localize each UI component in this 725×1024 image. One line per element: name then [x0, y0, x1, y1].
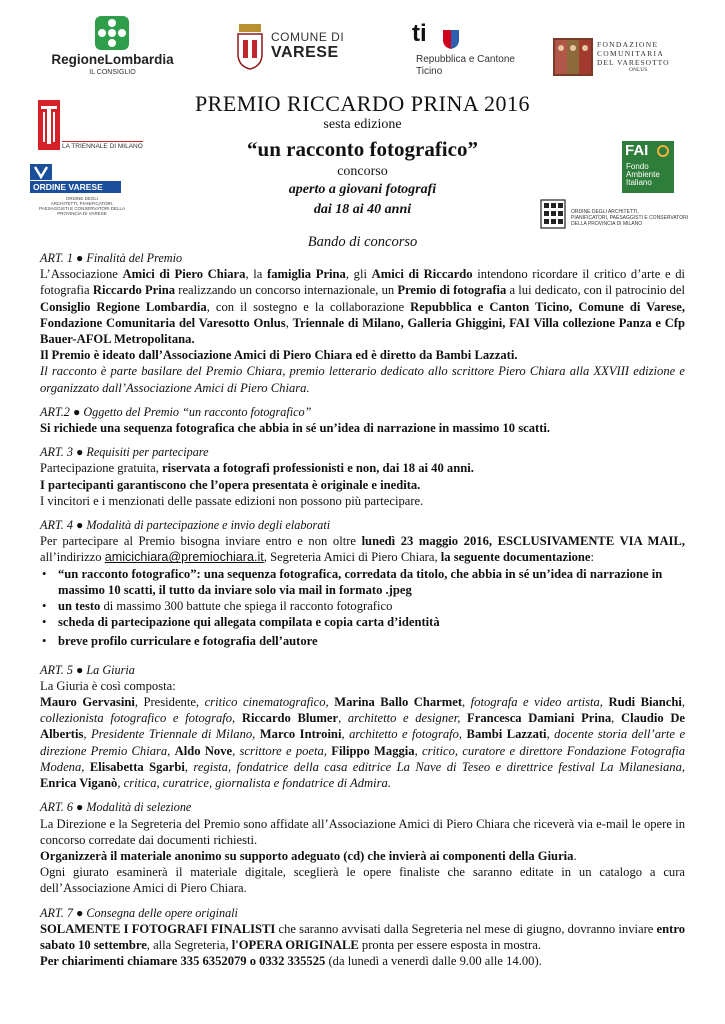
art6-p3: Ogni giurato esaminerà il materiale digitale, sceglierà le opere finaliste che saranno editate in un catalogo a cura dell’Associazione Amici di Piero Chiara.	[40, 865, 685, 896]
concorso: concorso	[337, 164, 388, 179]
jury-member-role: collezionista fotografico e fotografo,	[40, 711, 236, 726]
jury-member-role: Presidente Triennale di Milano,	[90, 727, 256, 742]
logo-triennale	[38, 100, 148, 152]
triennale-name: LA TRIENNALE DI MILANO	[62, 143, 143, 150]
logo-fai	[622, 141, 674, 193]
art7-p2: Per chiarimenti chiamare 335 6352079 o 0332 335525 (da lunedì a venerdì dalle 9.00 alle 14.00).	[40, 954, 542, 969]
art7-p1: SOLAMENTE I FOTOGRAFI FINALISTI che saranno avvisati dalla Segreteria nel mese di giugno, dovranno inviare entro sabato 10 settembre, alla Segreteria, l'OPERA ORIGINALE pronta per essere esposta in mostra.	[40, 921, 685, 952]
ordine-varese-name: ORDINE VARESE	[30, 181, 121, 193]
jury-member-name: Riccardo Blumer	[241, 711, 339, 726]
ordine-varese-small2: ARCHITETTI, PIANIFICATORI,	[50, 201, 114, 206]
ticino-line2: Ticino	[416, 66, 443, 77]
jury-member-role: scrittore e poeta,	[239, 743, 327, 758]
ticino-mark: ti	[412, 20, 427, 47]
fai-mark: FAI	[625, 142, 649, 159]
edition: sesta edizione	[323, 117, 402, 132]
art6-p1: La Direzione e la Segreteria del Premio sono affidate all’Associazione Amici di Piero Chiara che riceverà via e-mail le opere in concorso corredate dai documenti richiesti.	[40, 816, 685, 847]
lombardia-name: RegioneLombardia	[51, 52, 174, 67]
jury-member-role: architetto e fotografo,	[349, 727, 463, 742]
jury-member-name: Elisabetta Sgarbi	[89, 759, 185, 774]
ticino-line1: Repubblica e Cantone	[416, 54, 515, 65]
jury-member-role: regista, fondatrice della casa editrice La Nave di Teseo e direttrice festival La Milanesiana,	[193, 759, 686, 774]
ordine-varese-small1: ORDINE DEGLI	[65, 196, 99, 201]
fondazione-line3: DEL VARESOTTO	[597, 58, 670, 67]
art5-heading: ART. 5 ● La Giuria	[40, 662, 135, 677]
ordine-varese-v-icon	[30, 164, 52, 180]
jury-member-name: Bambi Lazzati	[466, 727, 547, 742]
list-item: • “un racconto fotografico”: una sequenza fotografica, corredata da titolo, che abbia in sé un’idea di narrazione in massimo 10 scatti, il tutto da inviare solo via mail in formato .jpeg	[40, 566, 685, 598]
jury-member-role: fotografa e video artista,	[470, 695, 603, 710]
fai-line1: Fondo	[626, 162, 649, 171]
logo-regione-lombardia	[45, 14, 180, 80]
jury-member-name: Aldo Nove	[174, 743, 233, 758]
list-item: • breve profilo curriculare e fotografia dell’autore	[40, 633, 685, 649]
logo-canton-ticino	[412, 20, 532, 80]
aperto: aperto a giovani fotografi	[288, 182, 437, 197]
jury-member-role: architetto e designer,	[347, 711, 461, 726]
jury-member-role: critico cinematografico,	[204, 695, 329, 710]
bando: Bando di concorso	[307, 234, 418, 250]
fai-line3: Italiano	[626, 178, 652, 187]
art4-p1: Per partecipare al Premio bisogna inviare entro e non oltre lunedì 23 maggio 2016, ESCLUSIVAMENTE VIA MAIL, all’indirizzo amicichiara@premiochiara.it, Segreteria Amici di Piero Chiara, la seguente documentazione:	[40, 534, 685, 565]
jury-member-name: Marco Introini	[259, 727, 342, 742]
logo-fondazione-comunitaria	[553, 38, 693, 78]
eta: dai 18 ai 40 anni	[313, 202, 412, 217]
art5-intro: La Giuria è così composta:	[40, 678, 176, 693]
art3-p1: Partecipazione gratuita, riservata a fotografi professionisti e non, dai 18 ai 40 anni.	[40, 461, 474, 476]
lombardia-cross-icon	[95, 16, 129, 50]
art3-p2: I partecipanti garantiscono che l’opera presentata è originale e inedita.	[40, 477, 421, 492]
varese-crest-icon	[235, 22, 265, 70]
varese-line1: COMUNE DI	[271, 30, 345, 44]
jury-member-role: critica, curatrice, giornalista e fondatrice di Admira.	[123, 776, 391, 791]
jury-member-name: Enrica Viganò	[40, 776, 118, 791]
art3-p3: I vincitori e i menzionati delle passate edizioni non possono più partecipare.	[40, 493, 424, 508]
art1-p3: Il racconto è parte basilare del Premio Chiara, premio letterario dedicato allo scrittore Piero Chiara alla XXVIII edizione e organizzato dall’Associazione Amici di Piero Chiara.	[40, 364, 685, 395]
jury-member-name: Marina Ballo Charmet	[334, 695, 463, 710]
jury-member-role: docente storia dell’arte e direzione Premio Chiara	[40, 727, 686, 758]
ordine-milano-line2: PIANIFICATORI, PAESAGGISTI E CONSERVATORI	[571, 215, 689, 221]
art6-heading: ART. 6 ● Modalità di selezione	[40, 800, 192, 815]
art1-heading: ART. 1 ● Finalità del Premio	[40, 251, 183, 265]
list-item: • scheda di partecipazione qui allegata compilata e copia carta d’identità	[40, 614, 685, 630]
triennale-mark-icon	[38, 100, 60, 150]
jury-member-name: Rudi Bianchi	[608, 695, 682, 710]
subtitle: “un racconto fotografico”	[247, 137, 478, 161]
jury-member-role: critico, curatore e direttore Fondazione Fotografia Modena	[40, 743, 686, 774]
logo-comune-varese	[235, 22, 355, 72]
jury-list: Mauro Gervasini, Presidente, critico cinematografico, Marina Ballo Charmet, fotografa e video artista, Rudi Bianchi, collezionista fotografico e fotografo, Riccardo Blumer, architetto e designer, Francesca Damiani Prina, Claudio De Albertis, Presidente Triennale di Milano, Marco Introini, architetto e fotografo, Bambi Lazzati, docente storia dell’arte e direzione Premio Chiara, Aldo Nove, scrittore e poeta, Filippo Maggia, critico, curatore e direttore Fondazione Fotografia Modena, Elisabetta Sgarbi, regista, fondatrice della casa editrice La Nave di Teseo e direttrice festival La Milanesiana, Enrica Viganò, critica, curatrice, giornalista e fondatrice di Admira.	[40, 695, 686, 791]
fai-line2: Ambiente	[626, 170, 660, 179]
logo-ordine-varese	[30, 164, 140, 220]
art2-heading: ART.2 ● Oggetto del Premio “un racconto fotografico”	[40, 404, 312, 419]
ordine-varese-small4: PROVINCIA DI VARESE	[57, 211, 107, 216]
art1-p2: Il Premio è ideato dall’Associazione Amici di Piero Chiara ed è diretto da Bambi Lazzati.	[40, 348, 518, 363]
art6-p2: Organizzerà il materiale anonimo su supporto adeguato (cd) che invierà ai componenti della Giuria.	[40, 848, 577, 863]
email-link[interactable]: amicichiara@premiochiara.it	[104, 550, 264, 565]
fondazione-painting-icon	[553, 38, 593, 76]
art1-p1: L’Associazione Amici di Piero Chiara, la famiglia Prina, gli Amici di Riccardo intendono ricordare il critico d’arte e di fotografia Riccardo Prina realizzando un concorso internazionale, un Premio di fotografia a lui dedicato, con il patrocinio del Consiglio Regione Lombardia, con il sostegno e la collaborazione Repubblica e Canton Ticino, Comune di Varese, Fondazione Comunitaria del Varesotto Onlus, Triennale di Milano, Galleria Ghiggini, FAI Villa collezione Panza e Cfp Bauer-AFOL Metropolitana.	[40, 267, 686, 347]
varese-line2: VARESE	[271, 44, 339, 61]
art4-heading: ART. 4 ● Modalità di partecipazione e invio degli elaborati	[40, 518, 331, 533]
page-title: PREMIO RICCARDO PRINA 2016	[194, 91, 531, 116]
list-item: • un testo di massimo 300 battute che spiega il racconto fotografico	[40, 598, 685, 614]
lombardia-sub: IL CONSIGLIO	[89, 69, 136, 76]
fondazione-line2: COMUNITARIA	[597, 49, 665, 58]
ordine-milano-line3: DELLA PROVINCIA DI MILANO	[571, 221, 643, 227]
jury-member-name: Francesca Damiani Prina	[467, 711, 612, 726]
jury-member-name: Mauro Gervasini	[40, 695, 135, 710]
art2-p1: Si richiede una sequenza fotografica che abbia in sé un’idea di narrazione in massimo 10 scatti.	[40, 421, 551, 436]
jury-member-name: Filippo Maggia	[331, 743, 415, 758]
ticino-shield-icon	[443, 30, 459, 49]
documentation-list	[40, 566, 685, 650]
ordine-varese-small3: PAESAGGISTI E CONSERVATORI DELLA	[38, 206, 126, 211]
art3-heading: ART. 3 ● Requisiti per partecipare	[40, 445, 209, 460]
fondazione-line4: ONLUS	[629, 67, 648, 73]
art7-heading: ART. 7 ● Consegna delle opere originali	[40, 905, 238, 920]
fondazione-line1: FONDAZIONE	[597, 40, 659, 49]
ordine-milano-line1: ORDINE DEGLI ARCHITETTI,	[571, 209, 639, 215]
jury-member-name: Claudio De Albertis	[40, 711, 686, 742]
fai-flower-icon	[657, 145, 669, 157]
regulations-body	[40, 250, 685, 969]
